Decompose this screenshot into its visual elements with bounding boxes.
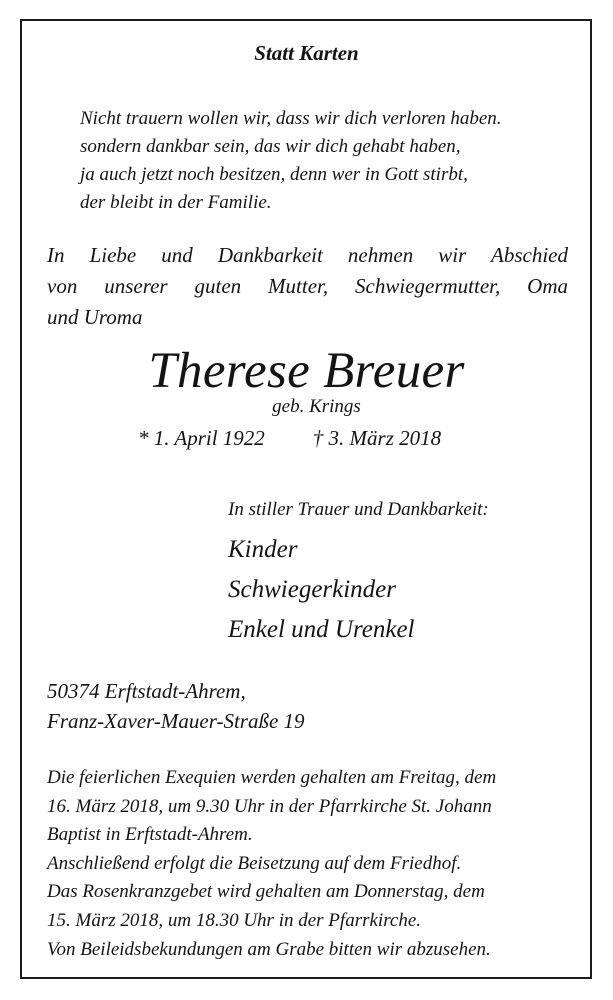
poem-line: ja auch jetzt noch besitzen, denn wer in Gott stirbt,: [80, 164, 468, 185]
maiden-name: geb. Krings: [272, 396, 361, 417]
notice-line: Baptist in Erftstadt-Ahrem.: [47, 824, 253, 846]
mourning-intro: In stiller Trauer und Dankbarkeit:: [228, 499, 489, 520]
poem: [80, 105, 502, 217]
life-dates: [138, 424, 441, 452]
notice-line: Die feierlichen Exequien werden gehalten am Freitag, dem: [47, 767, 497, 788]
mourner-group: Schwiegerkinder: [228, 576, 397, 603]
intro-line: In Liebe und Dankbarkeit nehmen wir Abschied: [47, 243, 568, 267]
notice-line: Von Beileidsbekundungen am Grabe bitten wir abzusehen.: [47, 938, 491, 960]
deceased-name: Therese Breuer: [148, 343, 465, 399]
notice-line: Das Rosenkranzgebet wird gehalten am Donnerstag, dem: [47, 881, 485, 903]
mourners-list: [228, 530, 415, 650]
mourner-group: Enkel und Urenkel: [228, 616, 415, 643]
poem-line: der bleibt in der Familie.: [80, 192, 272, 213]
poem-line: Nicht trauern wollen wir, dass wir dich verloren haben.: [80, 108, 502, 129]
intro-line: und Uroma: [47, 305, 143, 329]
address-line: 50374 Erftstadt-Ahrem,: [47, 679, 246, 703]
funeral-notice: [47, 764, 568, 964]
birth-date: * 1. April 1922: [138, 426, 265, 450]
address: [47, 676, 305, 736]
intro-line: von unserer guten Mutter, Schwiegermutter, Oma: [47, 274, 568, 298]
notice-line: 15. März 2018, um 18.30 Uhr in der Pfarrkirche.: [47, 909, 421, 931]
death-date: † 3. März 2018: [312, 426, 442, 450]
address-line: Franz-Xaver-Mauer-Straße 19: [47, 709, 305, 733]
header-title: Statt Karten: [254, 41, 359, 65]
notice-line: 16. März 2018, um 9.30 Uhr in der Pfarrkirche St. Johann: [47, 795, 492, 817]
intro-text: [47, 240, 568, 333]
mourner-group: Kinder: [228, 536, 298, 563]
poem-line: sondern dankbar sein, das wir dich gehabt haben,: [80, 136, 461, 157]
notice-line: Anschließend erfolgt die Beisetzung auf dem Friedhof.: [47, 852, 462, 874]
